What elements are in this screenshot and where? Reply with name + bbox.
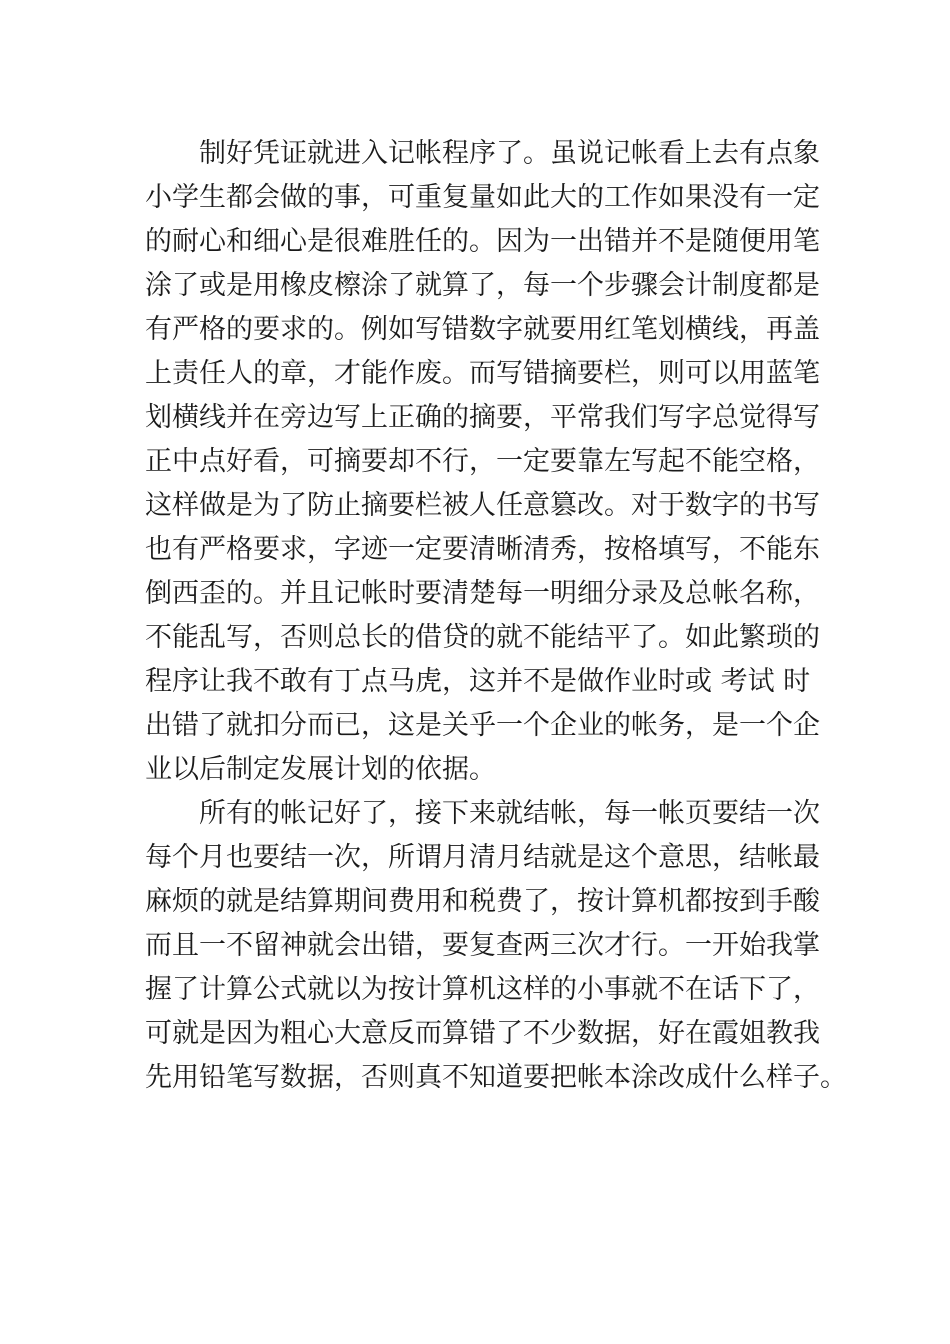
text-line: 程序让我不敢有丁点马虎，这并不是做作业时或 考试 时 — [145, 666, 811, 697]
text-line: 这样做是为了防止摘要栏被人任意篡改。对于数字的书写 — [145, 490, 820, 521]
text-line: 可就是因为粗心大意反而算错了不少数据，好在霞姐教我 — [145, 1018, 820, 1049]
paragraph-1 — [145, 132, 820, 792]
text-line: 先用铅笔写数据，否则真不知道要把帐本涂改成什么样子。 — [145, 1062, 847, 1093]
document-body — [145, 132, 847, 1100]
text-line: 涂了或是用橡皮檫涂了就算了，每一个步骤会计制度都是 — [145, 270, 820, 301]
text-line: 正中点好看，可摘要却不行，一定要靠左写起不能空格， — [145, 446, 820, 477]
text-line: 不能乱写，否则总长的借贷的就不能结平了。如此繁琐的 — [145, 622, 820, 653]
text-line: 上责任人的章，才能作废。而写错摘要栏，则可以用蓝笔 — [145, 358, 820, 389]
text-line: 的耐心和细心是很难胜任的。因为一出错并不是随便用笔 — [145, 226, 820, 257]
text-line: 出错了就扣分而已，这是关乎一个企业的帐务，是一个企 — [145, 710, 820, 741]
text-line: 倒西歪的。并且记帐时要清楚每一明细分录及总帐名称， — [145, 578, 820, 609]
text-line: 握了计算公式就以为按计算机这样的小事就不在话下了， — [145, 974, 820, 1005]
paragraph-2 — [145, 792, 847, 1100]
text-line: 麻烦的就是结算期间费用和税费了，按计算机都按到手酸 — [145, 886, 820, 917]
text-line: 划横线并在旁边写上正确的摘要，平常我们写字总觉得写 — [145, 402, 820, 433]
text-line: 所有的帐记好了，接下来就结帐，每一帐页要结一次 — [145, 798, 820, 829]
text-line: 每个月也要结一次，所谓月清月结就是这个意思，结帐最 — [145, 842, 820, 873]
text-line: 小学生都会做的事，可重复量如此大的工作如果没有一定 — [145, 182, 820, 213]
text-line: 有严格的要求的。例如写错数字就要用红笔划横线，再盖 — [145, 314, 820, 345]
text-line: 制好凭证就进入记帐程序了。虽说记帐看上去有点象 — [145, 138, 820, 169]
text-line: 而且一不留神就会出错，要复查两三次才行。一开始我掌 — [145, 930, 820, 961]
text-line: 业以后制定发展计划的依据。 — [145, 754, 496, 785]
text-line: 也有严格要求，字迹一定要清晰清秀，按格填写，不能东 — [145, 534, 820, 565]
